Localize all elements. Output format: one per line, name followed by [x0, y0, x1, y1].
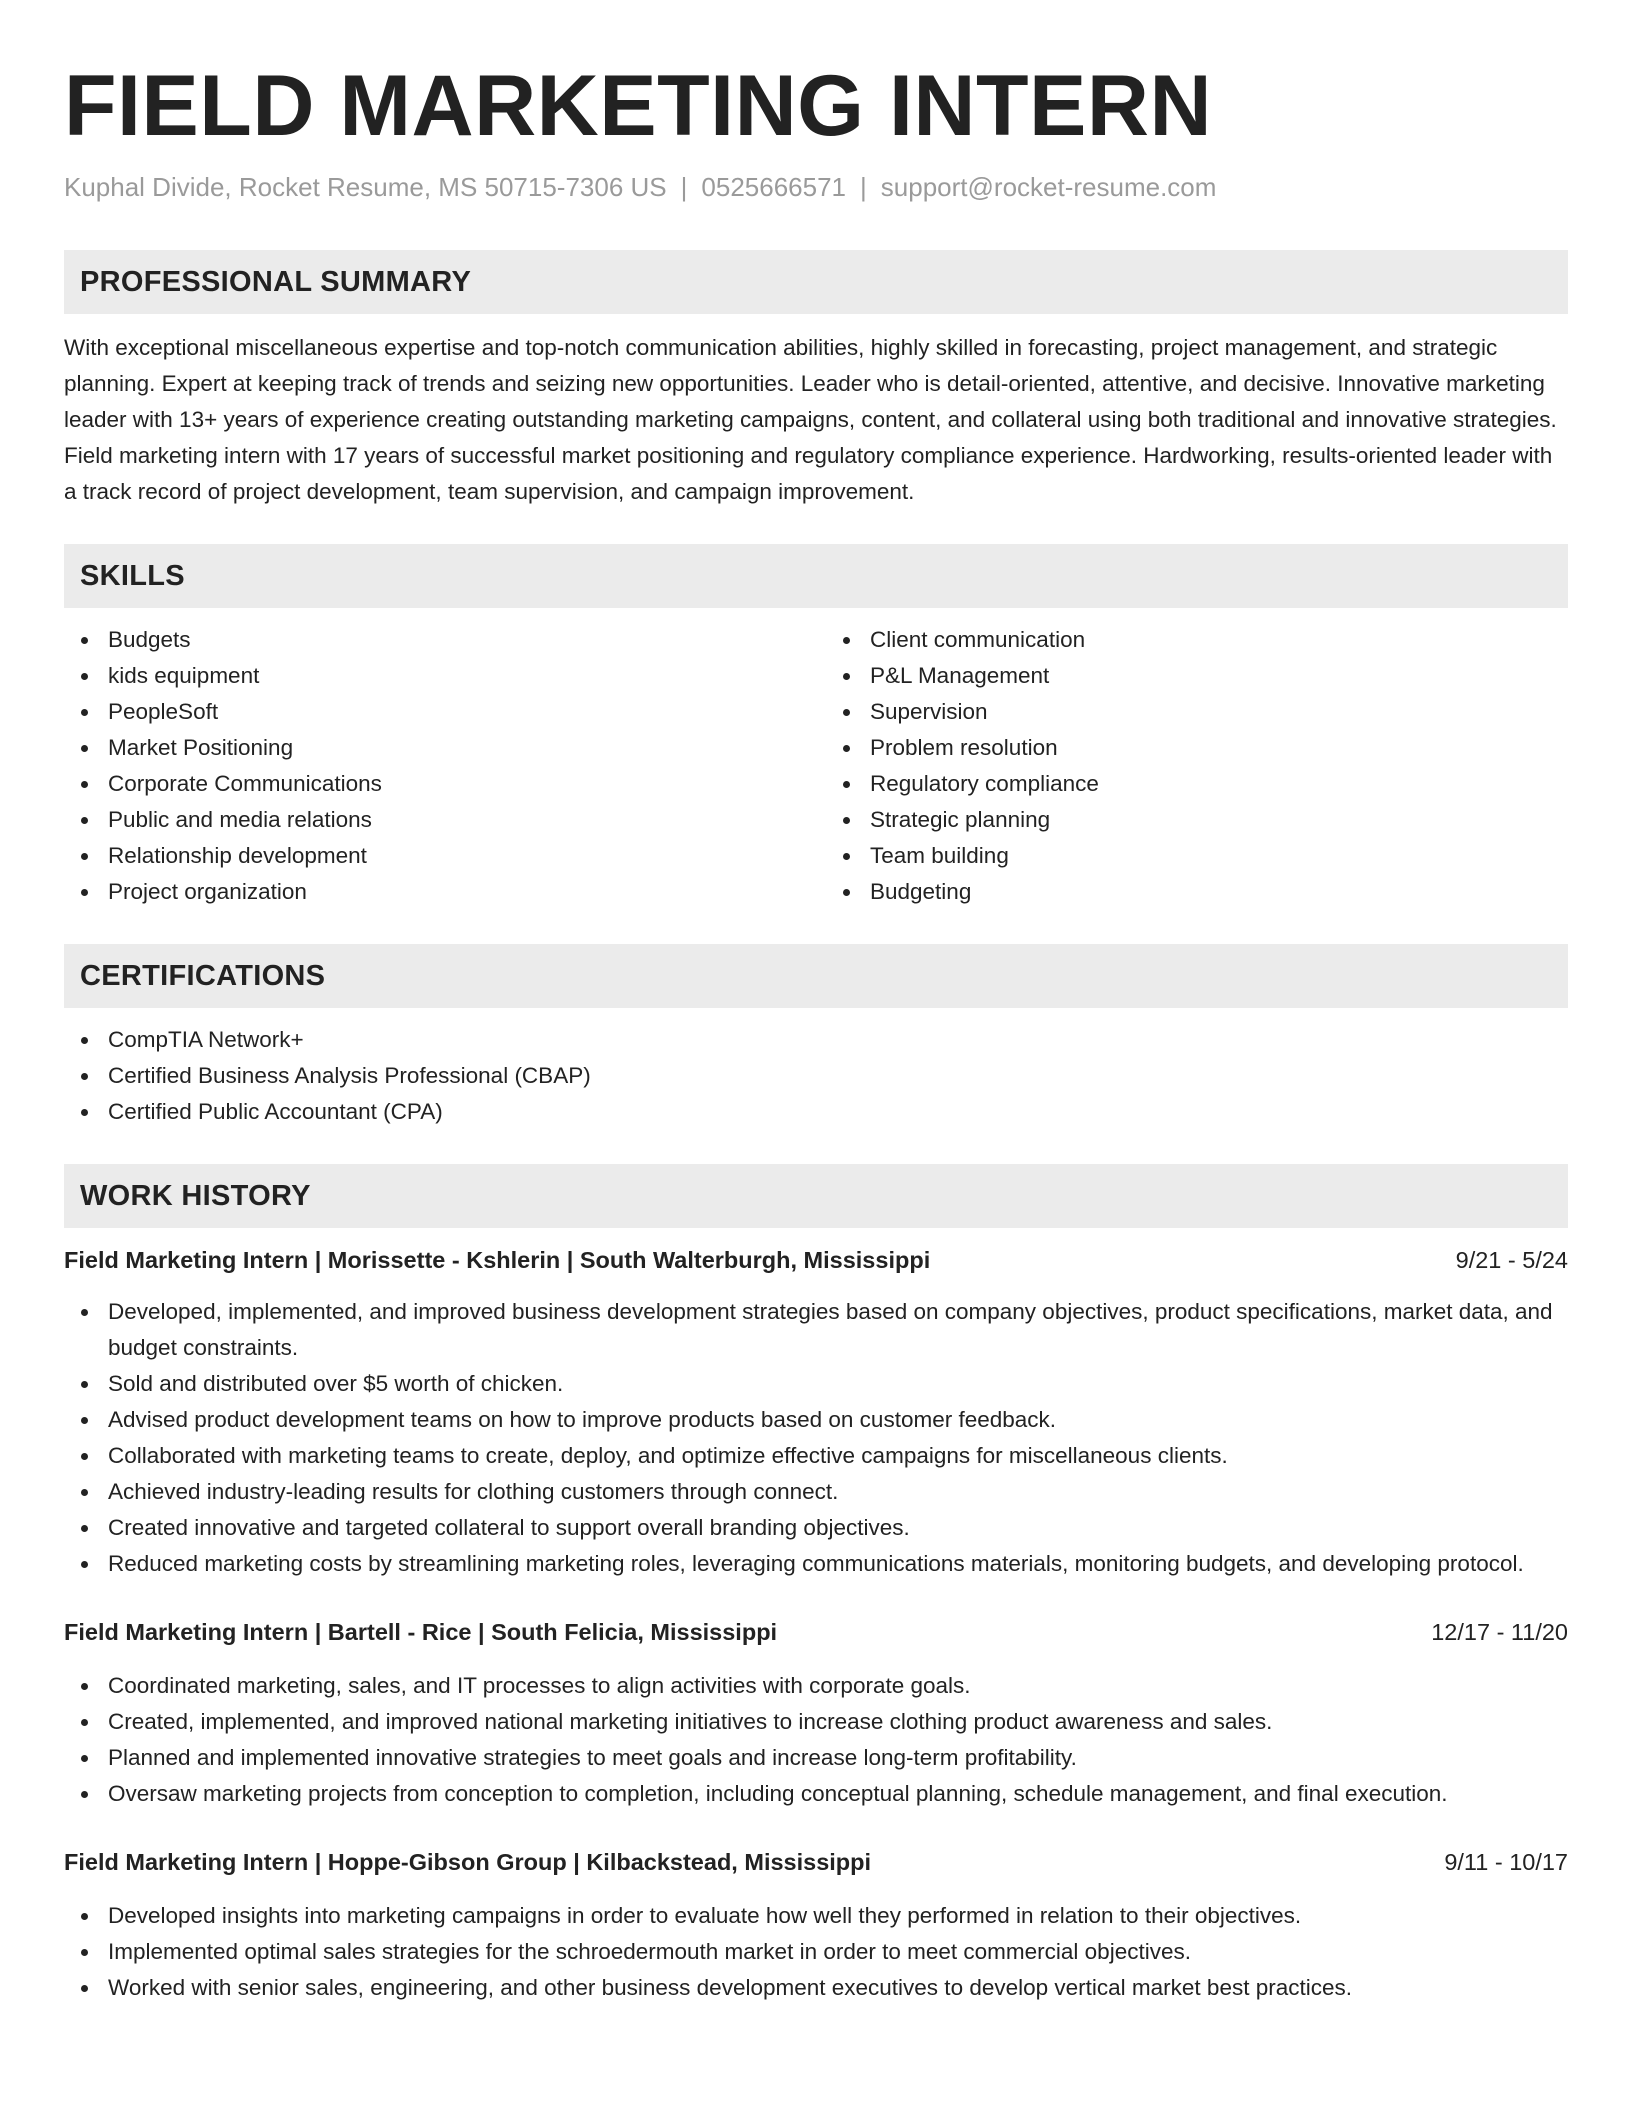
summary-text: With exceptional miscellaneous expertise and top-notch communication abilities, highly skilled in forecasting, project management, and strategic planning. Expert at keeping track of trends and seizing new opportunities. Leader who is detail-oriented, attentive, and decisive. Innovative marketing leader with 13+ years of experience creating outstanding marketing campaigns, content, and collateral using both traditional and innovative strategies. Field marketing intern with 17 years of successful market positioning and regulatory compliance experience. Hardworking, results-oriented leader with a track record of project development, team supervision, and campaign improvement. — [64, 335, 1557, 504]
contact-line — [64, 170, 1568, 204]
resume-name-title: FIELD MARKETING INTERN — [64, 58, 1213, 154]
job-bullet: Created, implemented, and improved national marketing initiatives to increase clothing product awareness and sales. — [64, 1704, 1568, 1740]
skill-item: Supervision — [826, 694, 1568, 730]
job-header — [64, 1614, 1568, 1650]
skill-item: Client communication — [826, 622, 1568, 658]
certification-item: CompTIA Network+ — [64, 1022, 1568, 1058]
summary-heading: PROFESSIONAL SUMMARY — [64, 250, 1568, 314]
resume-page — [64, 56, 1568, 2006]
job-bullet: Implemented optimal sales strategies for the schroedermouth market in order to meet commercial objectives. — [64, 1934, 1568, 1970]
job-bullets — [64, 1668, 1568, 1812]
certification-item: Certified Public Accountant (CPA) — [64, 1094, 1568, 1130]
contact-address: Kuphal Divide, Rocket Resume, MS 50715-7306 US — [64, 172, 667, 202]
skill-item: kids equipment — [64, 658, 806, 694]
skill-item: Relationship development — [64, 838, 806, 874]
job-bullet: Coordinated marketing, sales, and IT processes to align activities with corporate goals. — [64, 1668, 1568, 1704]
job-bullet: Achieved industry-leading results for clothing customers through connect. — [64, 1474, 1568, 1510]
work-history-heading: WORK HISTORY — [64, 1164, 1568, 1228]
job-bullet: Developed, implemented, and improved business development strategies based on company objectives, product specifications, market data, and budget constraints. — [64, 1294, 1568, 1366]
job-bullet: Planned and implemented innovative strategies to meet goals and increase long-term profitability. — [64, 1740, 1568, 1776]
contact-phone: 0525666571 — [701, 172, 847, 202]
skill-item: Team building — [826, 838, 1568, 874]
job-entry — [64, 1614, 1568, 1812]
job-title: Field Marketing Intern | Bartell - Rice | South Felicia, Mississippi — [64, 1619, 778, 1645]
job-bullets — [64, 1898, 1568, 2006]
skill-item: Problem resolution — [826, 730, 1568, 766]
job-header — [64, 1844, 1568, 1880]
skill-item: Strategic planning — [826, 802, 1568, 838]
job-bullet: Sold and distributed over $5 worth of chicken. — [64, 1366, 1568, 1402]
certification-item: Certified Business Analysis Professional (CBAP) — [64, 1058, 1568, 1094]
skills-list-left — [64, 622, 806, 910]
skill-item: Public and media relations — [64, 802, 806, 838]
skill-item: Regulatory compliance — [826, 766, 1568, 802]
skill-item: Market Positioning — [64, 730, 806, 766]
job-header — [64, 1242, 1568, 1278]
skill-item: Corporate Communications — [64, 766, 806, 802]
skill-item: Budgeting — [826, 874, 1568, 910]
skills-heading: SKILLS — [64, 544, 1568, 608]
job-bullet: Reduced marketing costs by streamlining marketing roles, leveraging communications materials, monitoring budgets, and developing protocol. — [64, 1546, 1568, 1582]
contact-separator: | — [860, 172, 867, 202]
job-dates: 12/17 - 11/20 — [1431, 1619, 1568, 1645]
contact-separator: | — [680, 172, 688, 202]
skill-item: Budgets — [64, 622, 806, 658]
job-bullet: Collaborated with marketing teams to create, deploy, and optimize effective campaigns for miscellaneous clients. — [64, 1438, 1568, 1474]
job-bullet: Worked with senior sales, engineering, and other business development executives to develop vertical market best practices. — [64, 1970, 1568, 2006]
job-bullet: Advised product development teams on how to improve products based on customer feedback. — [64, 1402, 1568, 1438]
skill-item: PeopleSoft — [64, 694, 806, 730]
job-bullets — [64, 1294, 1568, 1582]
job-dates: 9/21 - 5/24 — [1455, 1247, 1568, 1273]
job-bullet: Developed insights into marketing campaigns in order to evaluate how well they performed in relation to their objectives. — [64, 1898, 1568, 1934]
skills-grid — [64, 622, 1568, 910]
job-entry — [64, 1242, 1568, 1582]
job-title: Field Marketing Intern | Hoppe-Gibson Group | Kilbackstead, Mississippi — [64, 1849, 872, 1875]
contact-email: support@rocket-resume.com — [880, 172, 1217, 202]
job-dates: 9/11 - 10/17 — [1444, 1849, 1568, 1875]
job-title: Field Marketing Intern | Morissette - Kshlerin | South Walterburgh, Mississippi — [64, 1247, 931, 1273]
skill-item: P&L Management — [826, 658, 1568, 694]
skill-item: Project organization — [64, 874, 806, 910]
certifications-list — [64, 1022, 1568, 1130]
skills-list-right — [826, 622, 1568, 910]
job-bullet: Created innovative and targeted collateral to support overall branding objectives. — [64, 1510, 1568, 1546]
job-entry — [64, 1844, 1568, 2006]
job-bullet: Oversaw marketing projects from conception to completion, including conceptual planning, schedule management, and final execution. — [64, 1776, 1568, 1812]
certifications-heading: CERTIFICATIONS — [64, 944, 1568, 1008]
